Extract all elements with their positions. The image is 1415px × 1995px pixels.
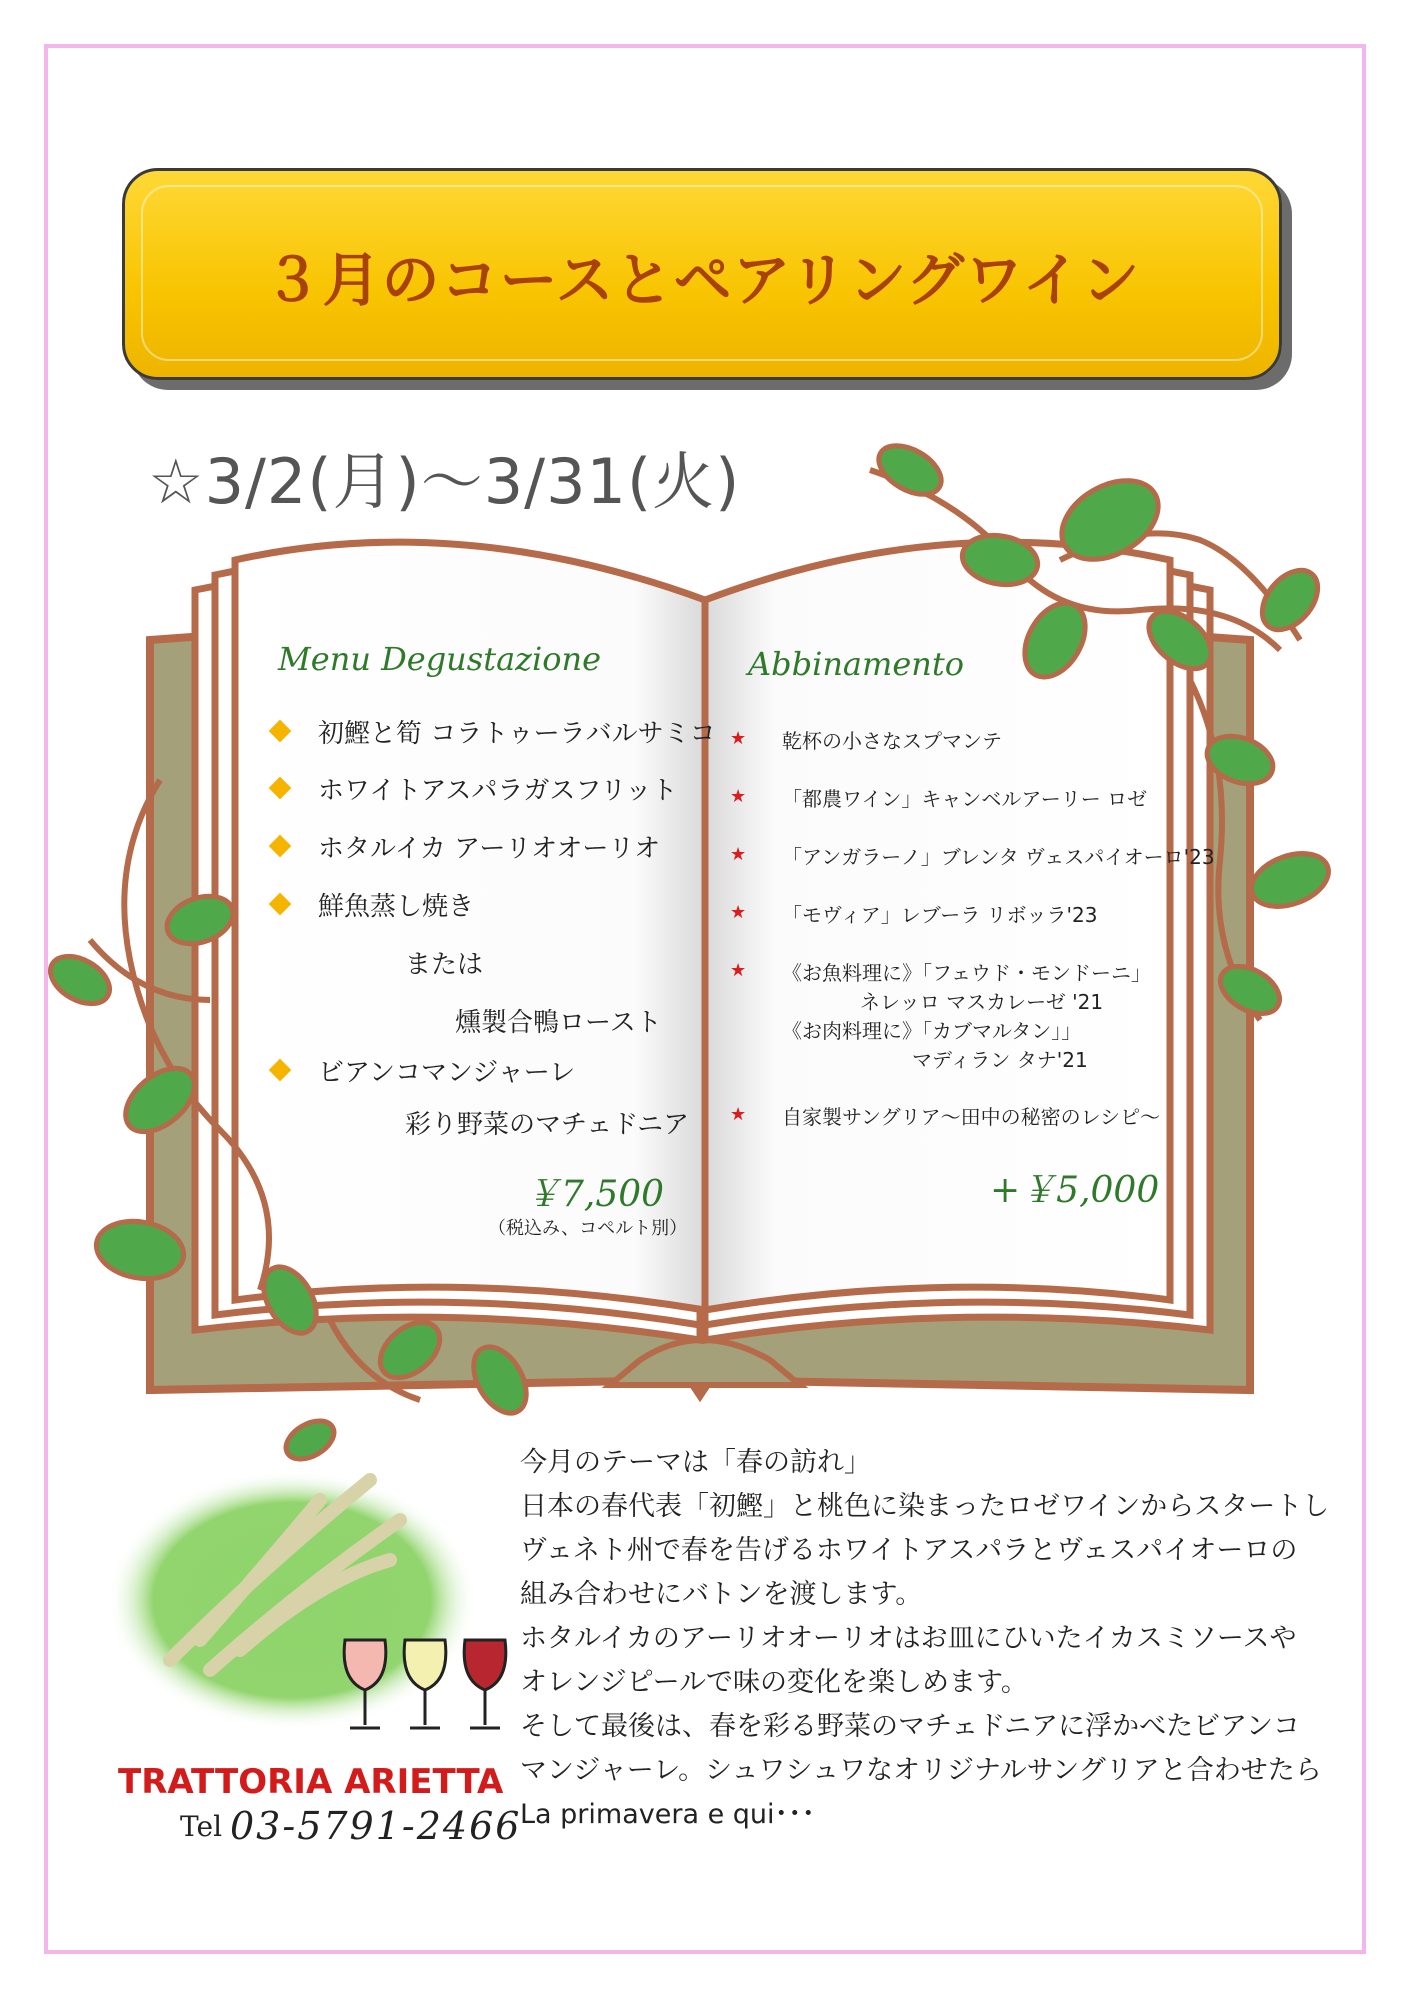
pairing-item: 自家製サングリア～田中の秘密のレシピ～ <box>782 1105 1161 1129</box>
star-bullet-icon: ★ <box>730 728 747 749</box>
pairing-item: 《お肉料理に》「カブマルタン」」 <box>782 1019 1082 1043</box>
description-line: そして最後は、春を彩る野菜のマチェドニアに浮かべたビアンコ <box>520 1711 1301 1742</box>
phone-number: 03-5791-2466 <box>230 1804 522 1848</box>
pairing-item-detail: マディラン タナ'21 <box>912 1048 1088 1072</box>
star-bullet-icon: ★ <box>730 902 747 923</box>
vine-leaf <box>871 436 950 505</box>
menu-item: ホワイトアスパラガスフリット <box>318 776 678 806</box>
star-bullet-icon: ★ <box>730 1104 747 1125</box>
menu-item: 燻製合鴨ロースト <box>455 1008 662 1038</box>
menu-item: ホタルイカ アーリオオーリオ <box>318 834 661 864</box>
pairing-price: +￥5,000 <box>990 1170 1160 1211</box>
page-title: ３月のコースとペアリングワイン <box>263 246 1141 314</box>
description-line: 今月のテーマは「春の訪れ」 <box>520 1447 871 1478</box>
pairing-item: 「モヴィア」レブーラ リボッラ'23 <box>782 903 1098 927</box>
menu-item: 彩り野菜のマチェドニア <box>405 1110 690 1140</box>
pairing-item: 「都農ワイン」キャンベルアーリー ロゼ <box>782 787 1148 811</box>
description-line: La primavera e qui･･･ <box>520 1799 816 1830</box>
description-line: マンジャーレ。シュワシュワなオリジナルサングリアと合わせたら <box>520 1755 1322 1786</box>
pairing-item-detail: ネレッロ マスカレーゼ '21 <box>860 990 1104 1014</box>
tel-label: Tel <box>180 1810 223 1843</box>
pairing-item: 乾杯の小さなスプマンテ <box>782 729 1002 753</box>
menu-item-alt: または <box>405 950 484 980</box>
star-bullet-icon: ★ <box>730 960 747 981</box>
description-line: 組み合わせにバトンを渡します。 <box>520 1579 923 1610</box>
description-line: ホタルイカのアーリオオーリオはお皿にひいたイカスミソースや <box>520 1623 1297 1654</box>
description-line: 日本の春代表「初鰹」と桃色に染まったロゼワインからスタートし <box>520 1491 1330 1522</box>
description-line: オレンジピールで味の変化を楽しめます。 <box>520 1667 1028 1698</box>
menu-item: 鮮魚蒸し焼き <box>318 892 475 922</box>
date-range: ☆3/2(月)～3/31(火) <box>148 445 741 518</box>
menu-heading: Menu Degustazione <box>278 640 602 678</box>
description-line: ヴェネト州で春を告げるホワイトアスパラとヴェスパイオーロの <box>520 1535 1298 1566</box>
white-asparagus-illustration <box>107 1470 477 1730</box>
price-note: （税込み、コペルト別） <box>488 1218 688 1239</box>
menu-item: 初鰹と筍 コラトゥーラバルサミコ <box>318 719 716 749</box>
pairing-item: 「アンガラーノ」ブレンタ ヴェスパイオーロ'23 <box>782 845 1215 869</box>
menu-item: ビアンコマンジャーレ <box>318 1058 576 1088</box>
pairing-item: 《お魚料理に》「フェウド・モンドーニ」 <box>782 961 1151 985</box>
star-bullet-icon: ★ <box>730 844 747 865</box>
star-bullet-icon: ★ <box>730 786 747 807</box>
pairing-heading: Abbinamento <box>748 645 965 683</box>
restaurant-name: TRATTORIA ARIETTA <box>118 1762 504 1802</box>
course-price: ￥7,500 <box>525 1174 665 1215</box>
